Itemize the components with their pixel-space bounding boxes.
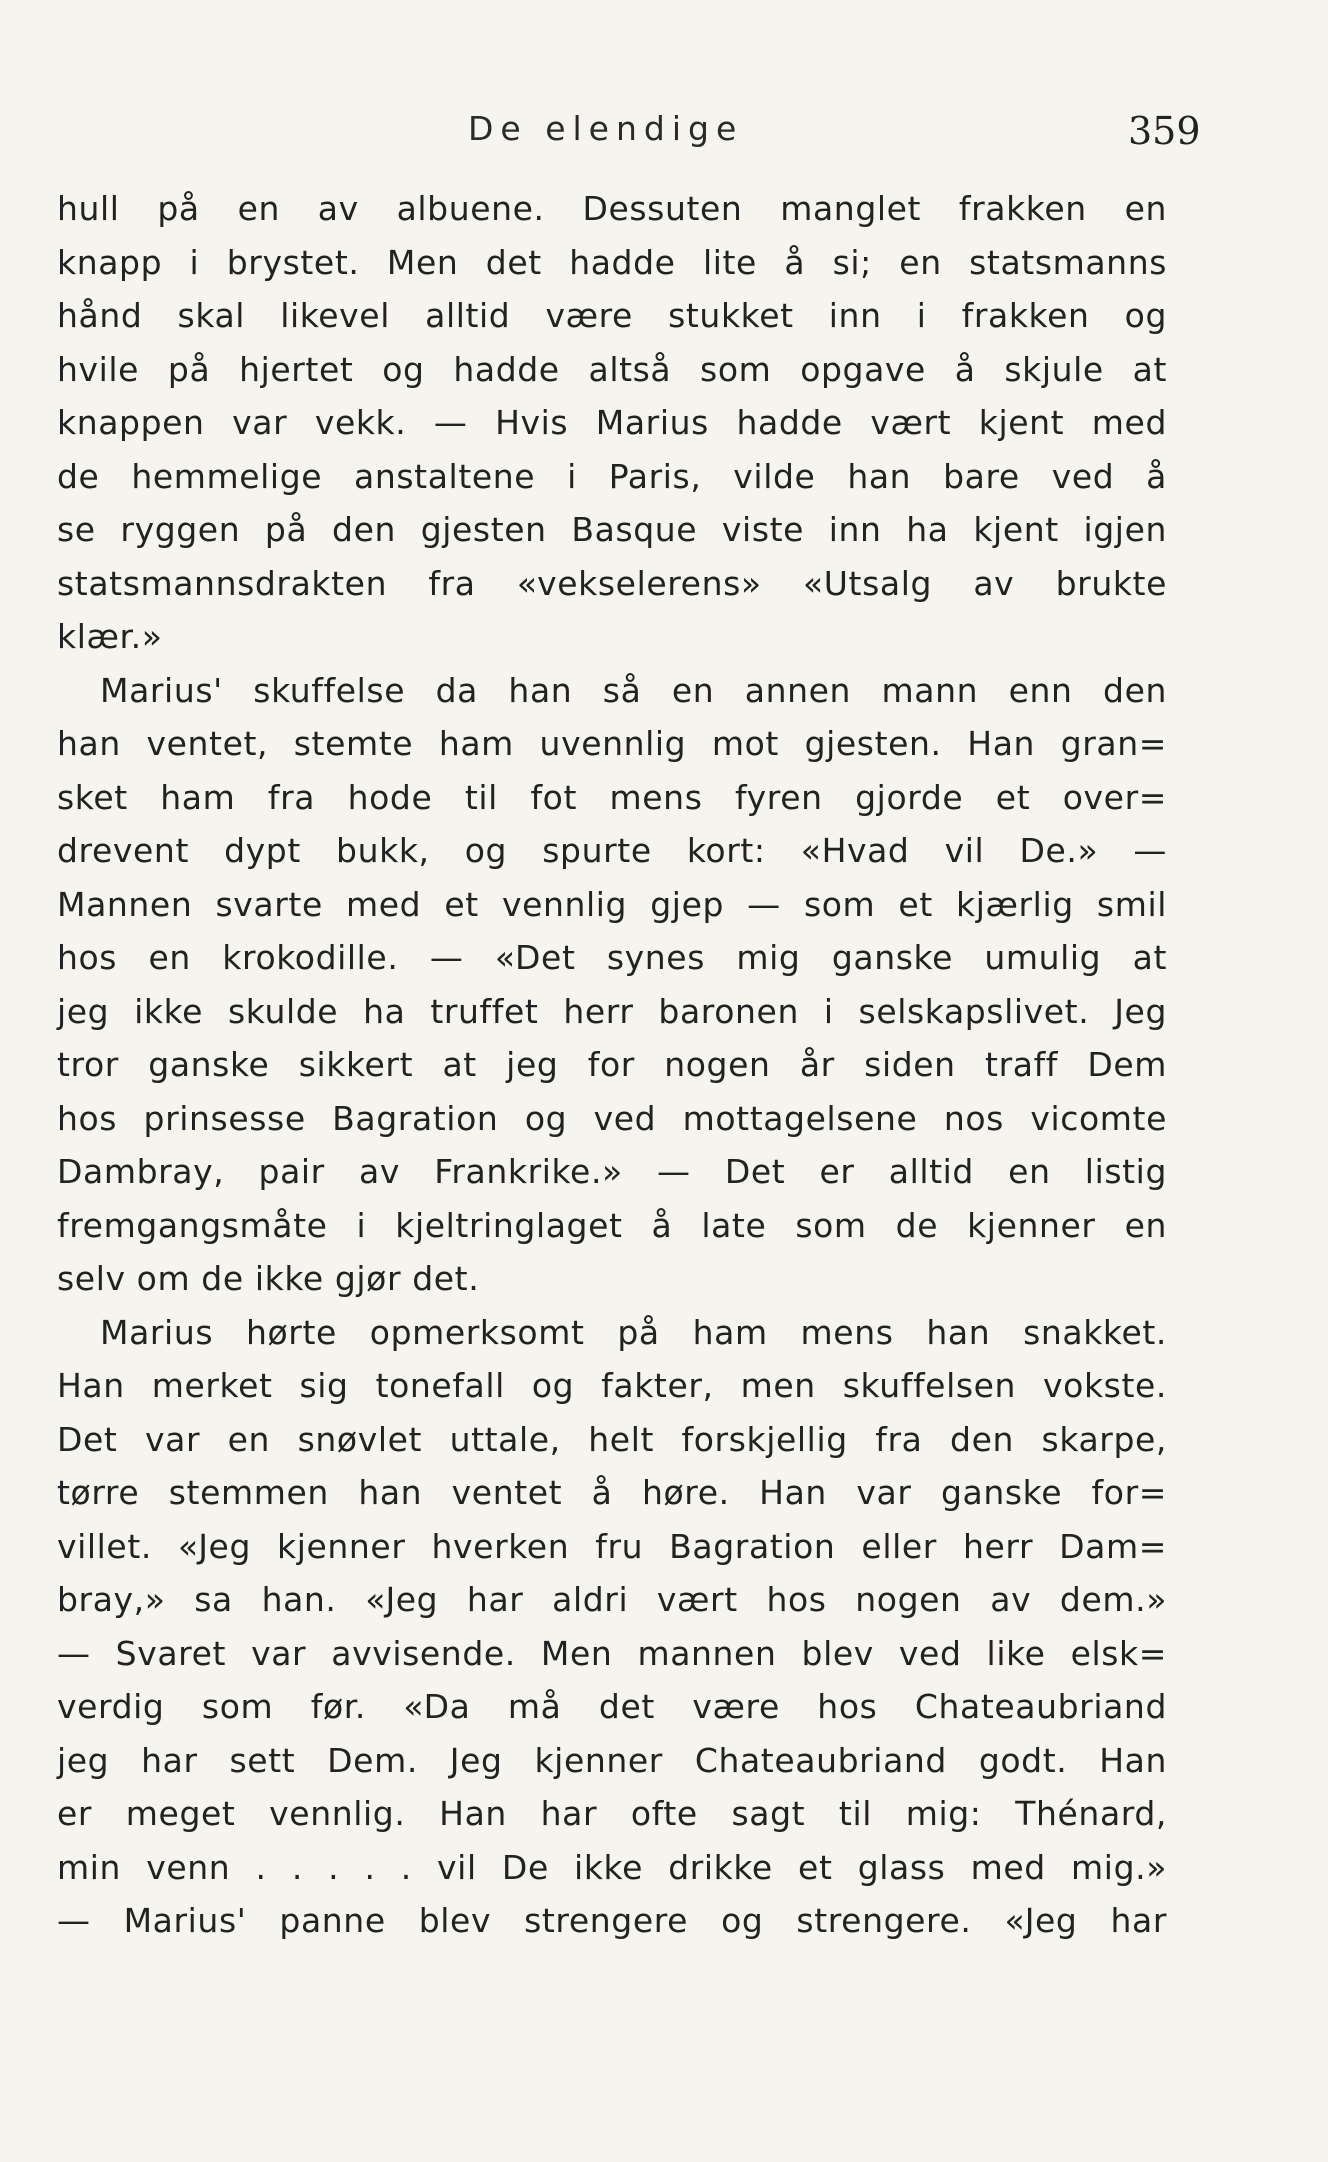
text-line: tørre stemmen han ventet å høre. Han var ganske for= xyxy=(57,1473,1167,1512)
text-line: se ryggen på den gjesten Basque viste inn ha kjent igjen xyxy=(57,510,1167,549)
text-line: tror ganske sikkert at jeg for nogen år siden traff Dem xyxy=(57,1045,1167,1084)
text-line: Dambray, pair av Frankrike.» — Det er alltid en listig xyxy=(57,1152,1167,1191)
text-line: hull på en av albuene. Dessuten manglet frakken en xyxy=(57,189,1167,228)
text-line: klær.» xyxy=(57,617,163,656)
text-line: villet. «Jeg kjenner hverken fru Bagration eller herr Dam= xyxy=(57,1526,1167,1566)
text-line: bray,» sa han. «Jeg har aldri vært hos nogen av dem.» xyxy=(57,1580,1167,1619)
text-line: er meget vennlig. Han har ofte sagt til mig: Thénard, xyxy=(57,1794,1167,1833)
text-line: — Svaret var avvisende. Men mannen blev ved like elsk= xyxy=(57,1633,1167,1673)
text-line: hos en krokodille. — «Det synes mig ganske umulig at xyxy=(57,938,1167,977)
text-line: Marius hørte opmerksomt på ham mens han snakket. xyxy=(100,1312,1167,1352)
text-line: verdig som før. «Da må det være hos Chateaubriand xyxy=(57,1687,1167,1726)
text-line: knappen var vekk. — Hvis Marius hadde vært kjent med xyxy=(57,403,1167,442)
text-line: min venn . . . . . vil De ikke drikke et glass med mig.» xyxy=(57,1847,1167,1887)
text-line: statsmannsdrakten fra «vekselerens» «Utsalg av brukte xyxy=(57,563,1167,603)
text-line: Marius' skuffelse da han så en annen mann enn den xyxy=(100,670,1167,710)
page-number: 359 xyxy=(1128,109,1201,153)
text-line: han ventet, stemte ham uvennlig mot gjesten. Han gran= xyxy=(57,724,1167,763)
text-line: de hemmelige anstaltene i Paris, vilde han bare ved å xyxy=(57,456,1167,496)
text-line: jeg ikke skulde ha truffet herr baronen i selskapslivet. Jeg xyxy=(57,991,1167,1031)
text-line: hos prinsesse Bagration og ved mottagelsene nos vicomte xyxy=(57,1098,1167,1138)
text-line: Det var en snøvlet uttale, helt forskjellig fra den skarpe, xyxy=(57,1419,1167,1459)
text-line: jeg har sett Dem. Jeg kjenner Chateaubriand godt. Han xyxy=(57,1740,1167,1780)
text-line: sket ham fra hode til fot mens fyren gjorde et over= xyxy=(57,777,1167,817)
text-line: Han merket sig tonefall og fakter, men skuffelsen vokste. xyxy=(57,1366,1167,1405)
text-line: Mannen svarte med et vennlig gjep — som et kjærlig smil xyxy=(57,884,1167,924)
running-head xyxy=(0,103,1328,163)
text-line: hånd skal likevel alltid være stukket inn i frakken og xyxy=(57,296,1167,335)
text-line: hvile på hjertet og hadde altså som opgave å skjule at xyxy=(57,349,1167,389)
body-text xyxy=(57,182,1167,1948)
text-line: fremgangsmåte i kjeltringlaget å late som de kjenner en xyxy=(57,1205,1167,1245)
text-line: selv om de ikke gjør det. xyxy=(57,1259,480,1298)
text-line: — Marius' panne blev strengere og strengere. «Jeg har xyxy=(57,1901,1167,1940)
running-title: De elendige xyxy=(468,109,744,148)
text-line: drevent dypt bukk, og spurte kort: «Hvad vil De.» — xyxy=(57,831,1167,870)
text-line: knapp i brystet. Men det hadde lite å si; en statsmanns xyxy=(57,242,1167,282)
